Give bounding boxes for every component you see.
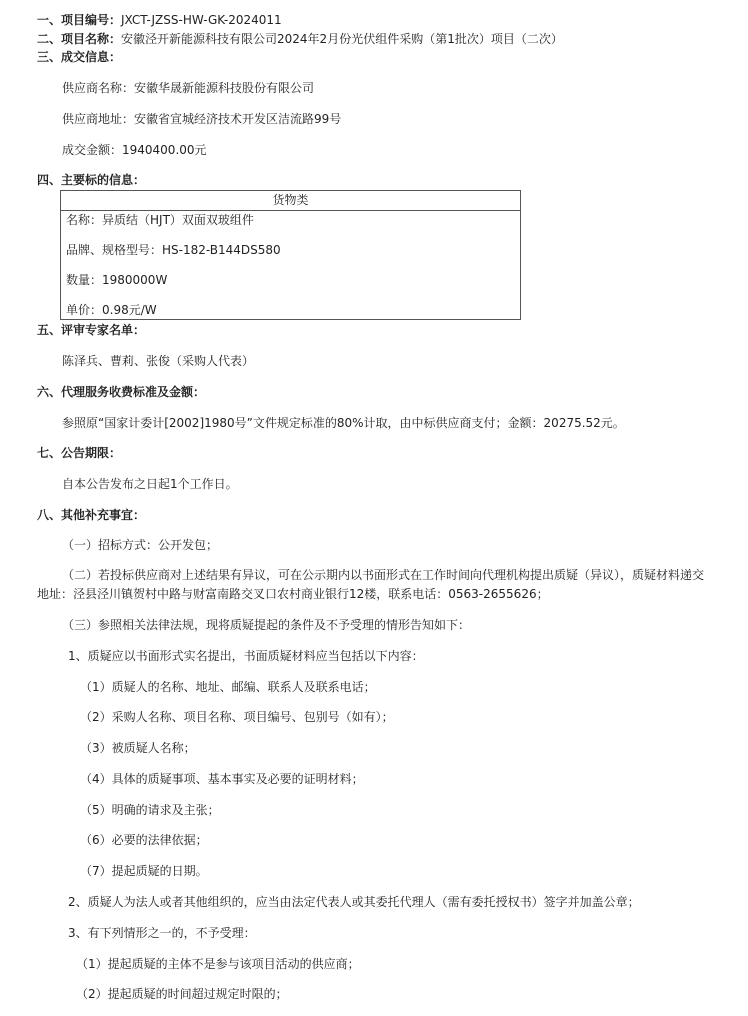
requirement-item: （5）明确的请求及主张； [80, 803, 220, 817]
goods-item-model: 品牌、规格型号：HS-182-B144DS580 [66, 243, 281, 257]
project-number-row [37, 12, 282, 28]
requirement-item: （3）被质疑人名称； [80, 741, 196, 755]
project-number-value: JXCT-JZSS-HW-GK-2024011 [121, 13, 282, 27]
agency-fee-text: 参照原“国家计委计[2002]1980号”文件规定标准的80%计取，由中标供应商支付；金额：20275.52元。 [62, 416, 625, 430]
signature-requirement: 2、质疑人为法人或者其他组织的，应当由法定代表人或其委托代理人（需有委托授权书）签字并加盖公章； [68, 895, 640, 909]
legal-notice-intro: （三）参照相关法律法规，现将质疑提起的条件及不予受理的情形告知如下： [62, 618, 471, 632]
objection-requirement: 1、质疑应以书面形式实名提出，书面质疑材料应当包括以下内容： [68, 649, 424, 663]
objection-instructions: （二）若投标供应商对上述结果有异议，可在公示期内以书面形式在工作时间向代理机构提出质疑（异议），质疑材料递交地址：泾县泾川镇贺村中路与财富南路交叉口农村商业银行12楼，联系电话：0563-2655626； [37, 568, 705, 601]
rejection-item: （2）提起质疑的时间超过规定时限的； [76, 987, 288, 1001]
supplier-address: 供应商地址：安徽省宣城经济技术开发区洁流路99号 [62, 112, 342, 126]
supplier-name: 供应商名称：安徽华晟新能源科技股份有限公司 [62, 81, 315, 95]
goods-item-name: 名称：异质结（HJT）双面双玻组件 [66, 213, 254, 227]
project-number-label: 一、项目编号： [37, 13, 122, 27]
supplementary-heading: 八、其他补充事宜： [37, 508, 146, 522]
experts-list: 陈泽兵、曹莉、张俊（采购人代表） [62, 354, 255, 368]
notice-period-text: 自本公告发布之日起1个工作日。 [62, 477, 238, 491]
deal-info-heading: 三、成交信息： [37, 50, 122, 64]
goods-item-quantity: 数量：1980000W [66, 273, 168, 287]
requirement-item: （4）具体的质疑事项、基本事实及必要的证明材料； [80, 772, 364, 786]
rejection-item: （1）提起质疑的主体不是参与该项目活动的供应商； [76, 957, 360, 971]
project-name-label: 二、项目名称： [37, 32, 122, 46]
goods-item-unit-price: 单价：0.98元/W [66, 303, 157, 317]
rejection-conditions: 3、有下列情形之一的，不予受理： [68, 926, 256, 940]
requirement-item: （7）提起质疑的日期。 [80, 864, 208, 878]
deal-amount: 成交金额：1940400.00元 [62, 143, 207, 157]
goods-table [60, 190, 521, 320]
bidding-method: （一）招标方式：公开发包； [62, 538, 219, 552]
notice-period-heading: 七、公告期限： [37, 446, 122, 460]
main-subject-heading: 四、主要标的信息： [37, 173, 146, 187]
project-name-value: 安徽泾开新能源科技有限公司2024年2月份光伏组件采购（第1批次）项目（二次） [121, 32, 563, 46]
requirement-item: （1）质疑人的名称、地址、邮编、联系人及联系电话； [80, 680, 376, 694]
requirement-item: （6）必要的法律依据； [80, 833, 208, 847]
requirement-item: （2）采购人名称、项目名称、项目编号、包别号（如有）； [80, 710, 394, 724]
project-name-row [37, 31, 563, 47]
agency-fee-heading: 六、代理服务收费标准及金额： [37, 385, 206, 399]
experts-heading: 五、评审专家名单： [37, 323, 146, 337]
goods-table-header: 货物类 [61, 191, 520, 211]
